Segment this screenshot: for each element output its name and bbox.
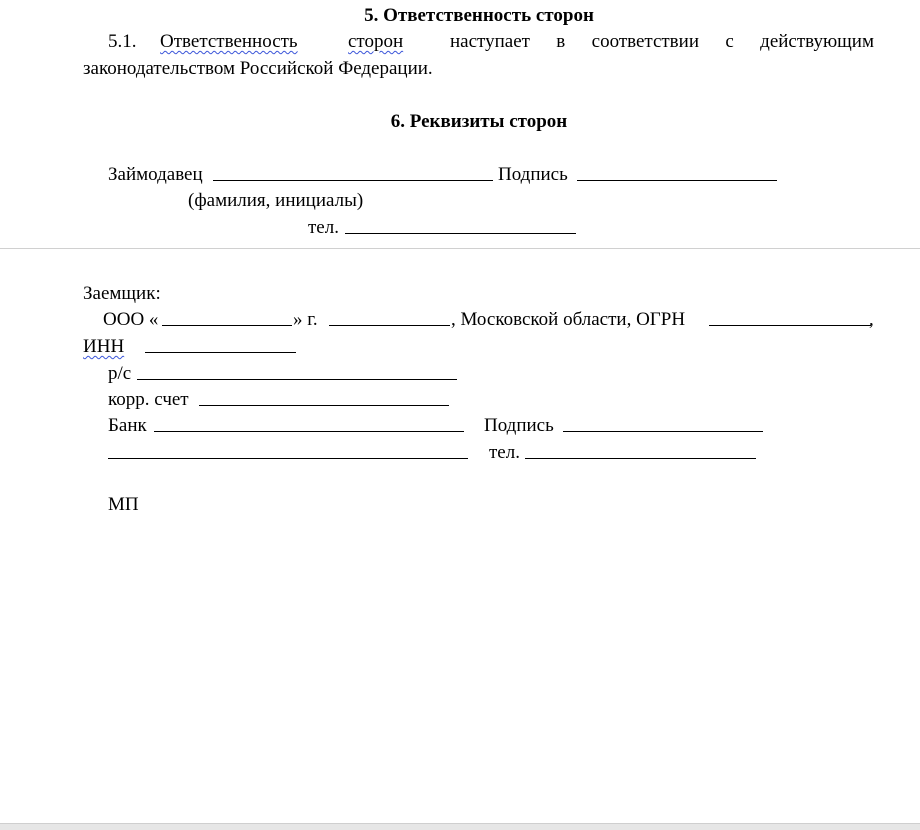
borrower-ogrn-blank bbox=[709, 309, 871, 332]
clause-5-1-word-parties: сторон bbox=[348, 31, 404, 52]
borrower-account-blank bbox=[137, 363, 457, 386]
document-page-2 bbox=[0, 249, 920, 823]
section-5-heading: 5. Ответственность сторон bbox=[364, 5, 594, 26]
borrower-inn-blank bbox=[145, 336, 296, 359]
clause-5-1-word-responsibility: Ответственность bbox=[160, 31, 298, 52]
borrower-trailing-comma: , bbox=[869, 309, 874, 330]
lender-phone-label: тел. bbox=[308, 217, 339, 238]
seal-label: МП bbox=[108, 494, 139, 515]
section-6-heading: 6. Реквизиты сторон bbox=[390, 111, 568, 132]
borrower-city-blank bbox=[329, 309, 450, 332]
borrower-account-label: р/с bbox=[108, 363, 132, 384]
clause-5-1-line-2: законодательством Российской Федерации. bbox=[83, 58, 433, 79]
borrower-phone-label: тел. bbox=[489, 442, 520, 463]
borrower-signature-blank bbox=[563, 415, 763, 438]
borrower-bank-line-2-blank bbox=[108, 442, 468, 465]
borrower-signature-label: Подпись bbox=[484, 415, 554, 436]
borrower-region: , Московской области, ОГРН bbox=[451, 309, 686, 330]
lender-signature-blank bbox=[577, 164, 777, 187]
borrower-corr-account-blank bbox=[199, 389, 449, 412]
clause-5-1-number: 5.1. bbox=[108, 31, 137, 52]
lender-label: Займодавец bbox=[108, 164, 203, 185]
lender-signature-label: Подпись bbox=[498, 164, 568, 185]
lender-name-blank bbox=[213, 164, 493, 187]
lender-name-hint: (фамилия, инициалы) bbox=[188, 190, 364, 211]
borrower-org-name-blank bbox=[162, 309, 292, 332]
clause-5-1-rest: наступает в соответствии с действующим bbox=[450, 31, 874, 52]
lender-phone-blank bbox=[345, 217, 576, 240]
borrower-inn-label: ИНН bbox=[83, 336, 125, 357]
page-gap bbox=[0, 823, 920, 830]
borrower-org-prefix: ООО « bbox=[103, 309, 159, 330]
borrower-org-close: » г. bbox=[293, 309, 318, 330]
borrower-bank-label: Банк bbox=[108, 415, 147, 436]
borrower-label: Заемщик: bbox=[83, 283, 161, 304]
borrower-phone-blank bbox=[525, 442, 756, 465]
borrower-bank-blank bbox=[154, 415, 464, 438]
document-page-1 bbox=[0, 0, 920, 248]
borrower-corr-account-label: корр. счет bbox=[108, 389, 189, 410]
